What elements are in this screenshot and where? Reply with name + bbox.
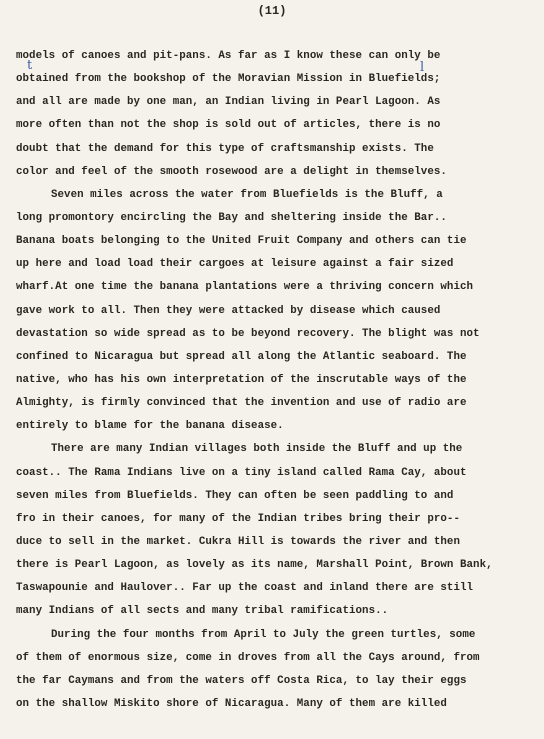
text-line: many Indians of all sects and many tribal ramifications.. — [16, 605, 389, 618]
text-line: Taswapounie and Haulover.. Far up the coast and inland there are still — [16, 582, 474, 595]
text-line: Almighty, is firmly convinced that the invention and use of radio are — [16, 397, 467, 410]
text-line: more often than not the shop is sold out of articles, there is no — [16, 119, 441, 132]
text-line: devastation so wide spread as to be beyond recovery. The blight was not — [16, 327, 480, 340]
text-line: long promontory encircling the Bay and sheltering inside the Bar.. — [16, 211, 447, 224]
text-line: on the shallow Miskito shore of Nicaragua. Many of them are killed — [16, 697, 447, 710]
text-line: models of canoes and pit-pans. As far as I know these can only be — [16, 50, 441, 62]
text-line: native, who has his own interpretation of the inscrutable ways of the — [16, 373, 467, 386]
text-line: color and feel of the smooth rosewood are a delight in themselves. — [16, 165, 447, 178]
text-line: confined to Nicaragua but spread all along the Atlantic seaboard. The — [16, 350, 467, 363]
text-line: seven miles from Bluefields. They can often be seen paddling to and — [16, 489, 454, 502]
text-line: gave work to all. Then they were attacked by disease which caused — [16, 304, 441, 317]
text-line: the far Caymans and from the waters off Costa Rica, to lay their eggs — [16, 674, 467, 687]
text-line: entirely to blame for the banana disease. — [16, 420, 284, 433]
text-line: coast.. The Rama Indians live on a tiny island called Rama Cay, about — [16, 466, 467, 479]
text-line: Banana boats belonging to the United Fruit Company and others can tie — [16, 235, 467, 248]
text-line: of them of enormous size, come in droves from all the Cays around, from — [16, 651, 480, 664]
text-line: up here and load load their cargoes at leisure against a fair sized — [16, 258, 454, 271]
handwritten-correction-mark: t — [27, 58, 33, 73]
text-line: doubt that the demand for this type of craftsmanship exists. The — [16, 142, 434, 155]
text-line: Seven miles across the water from Bluefields is the Bluff, a — [51, 188, 443, 201]
text-line: There are many Indian villages both inside the Bluff and up the — [51, 443, 463, 456]
text-line: there is Pearl Lagoon, as lovely as its name, Marshall Point, Brown Bank, — [16, 559, 493, 572]
text-line: During the four months from April to July the green turtles, some — [51, 628, 476, 641]
text-line: and all are made by one man, an Indian living in Pearl Lagoon. As — [16, 96, 441, 109]
text-line: obtained from the bookshop of the Moravian Mission in Bluefields; — [16, 73, 441, 86]
text-line: duce to sell in the market. Cukra Hill is towards the river and then — [16, 535, 460, 548]
body-text — [16, 45, 540, 716]
handwritten-correction-mark: l — [420, 60, 425, 75]
text-line: fro in their canoes, for many of the Indian tribes bring their pro-- — [16, 512, 460, 525]
text-line: wharf.At one time the banana plantations were a thriving concern which — [16, 281, 474, 294]
page-number: (11) — [257, 4, 287, 18]
